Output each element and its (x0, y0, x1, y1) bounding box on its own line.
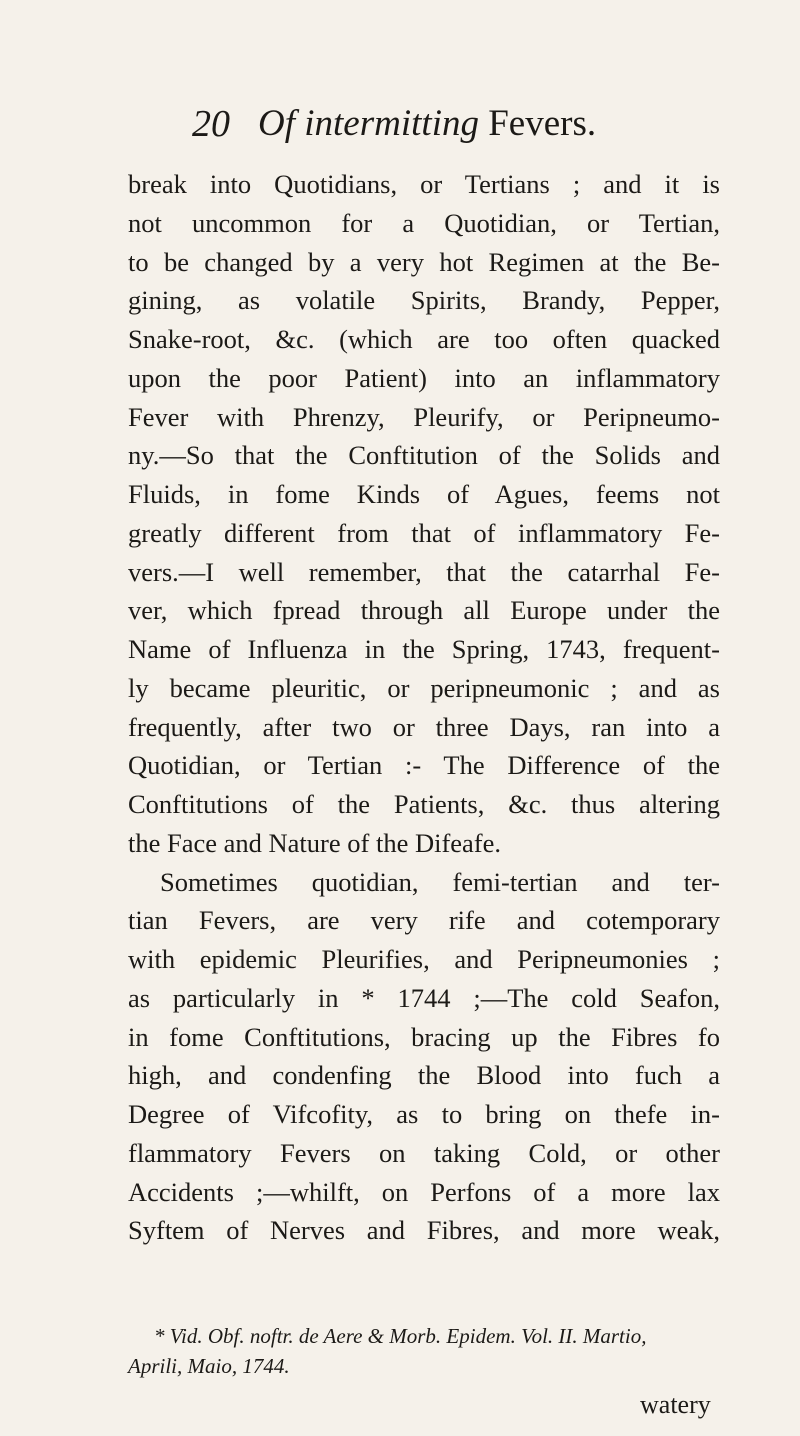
catchword: watery (640, 1390, 711, 1419)
text-line: Name of Influenza in the Spring, 1743, frequent- (128, 634, 720, 664)
text-line: greatly different from that of inflammatory Fe- (128, 517, 720, 548)
text-line: tian Fevers, are very rife and cotemporary (128, 905, 720, 936)
footnote-line: * Vid. Obf. noftr. de Aere & Morb. Epidem. Vol. II. Martio, (154, 1324, 647, 1348)
page-number: 20 (192, 103, 230, 145)
text-line: high, and condenfing the Blood into fuch a (128, 1060, 720, 1091)
text-line: flammatory Fevers on taking Cold, or other (128, 1137, 720, 1168)
text-line: gining, as volatile Spirits, Brandy, Pepper, (128, 285, 720, 316)
body-text (128, 165, 720, 1250)
text-line: Fever with Phrenzy, Pleurify, or Peripneumo- (128, 401, 720, 432)
text-line: Quotidian, or Tertian :- The Difference of the (128, 750, 720, 781)
footnote (128, 1321, 720, 1381)
page-header (0, 102, 800, 154)
text-line: not uncommon for a Quotidian, or Tertian, (128, 207, 720, 238)
text-line: frequently, after two or three Days, ran into a (128, 711, 720, 742)
text-line: ny.—So that the Conftitution of the Solids and (128, 440, 720, 471)
text-line: vers.—I well remember, that the catarrhal Fe- (128, 556, 720, 587)
text-line: with epidemic Pleurifies, and Peripneumonies ; (128, 944, 720, 974)
text-line: Fluids, in fome Kinds of Agues, feems not (128, 479, 720, 509)
text-line: to be changed by a very hot Regimen at the Be- (128, 246, 720, 277)
running-head-italic: Of intermitting (258, 103, 479, 144)
text-line: Snake-root, &c. (which are too often quacked (128, 324, 720, 354)
footnote-line: Aprili, Maio, 1744. (128, 1354, 290, 1378)
text-line: in fome Conftitutions, bracing up the Fibres fo (128, 1021, 720, 1052)
text-line: the Face and Nature of the Difeafe. (128, 827, 502, 858)
text-line: ver, which fpread through all Europe under the (128, 595, 720, 626)
text-line: break into Quotidians, or Tertians ; and it is (128, 169, 720, 199)
text-line: Degree of Vifcofity, as to bring on thefe in- (128, 1099, 720, 1129)
text-line: Conftitutions of the Patients, &c. thus altering (128, 789, 720, 819)
text-line: Sometimes quotidian, femi-tertian and ter- (160, 866, 720, 897)
text-line: Accidents ;—whilft, on Perfons of a more lax (128, 1176, 720, 1207)
running-head-roman: Fevers. (488, 103, 597, 144)
text-line: ly became pleuritic, or peripneumonic ; and as (128, 672, 720, 703)
running-head (258, 102, 596, 145)
text-line: Syftem of Nerves and Fibres, and more weak, (128, 1215, 720, 1246)
text-line: as particularly in * 1744 ;—The cold Seafon, (128, 982, 720, 1013)
text-line: upon the poor Patient) into an inflammatory (128, 362, 720, 393)
